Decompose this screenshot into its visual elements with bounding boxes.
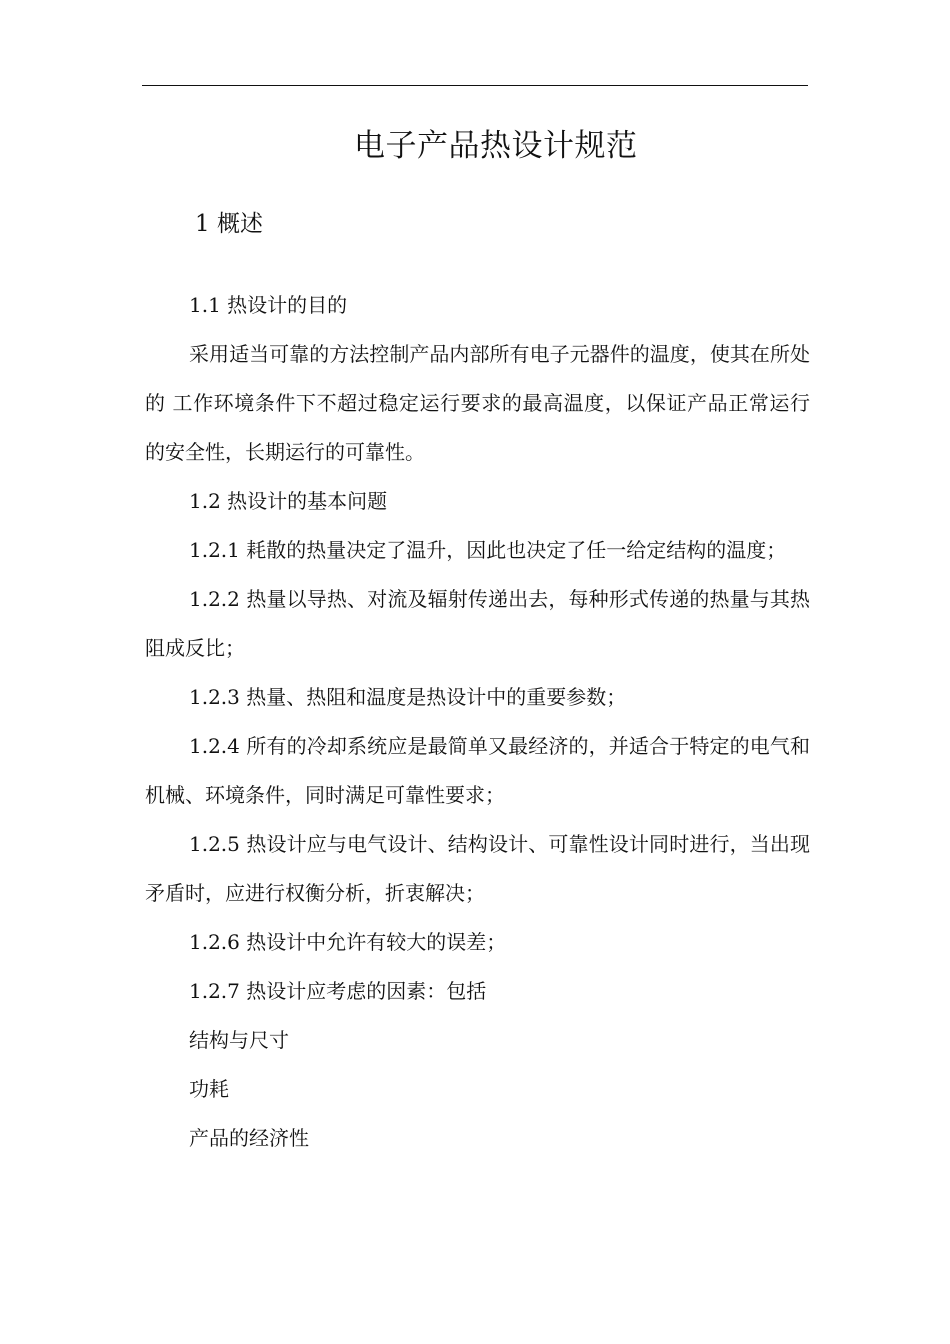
factor-economy: 产品的经济性 xyxy=(189,1126,309,1150)
item-1-2-5: 1.2.5 热设计应与电气设计、结构设计、可靠性设计同时进行，当出现矛盾时，应进行权衡分析，折衷解决； xyxy=(145,832,810,905)
item-1-2-7: 1.2.7 热设计应考虑的因素：包括 xyxy=(189,979,487,1003)
paragraph-purpose: 采用适当可靠的方法控制产品内部所有电子元器件的温度，使其在所处的 工作环境条件下不超过稳定运行要求的最高温度，以保证产品正常运行的安全性，长期运行的可靠性。 xyxy=(145,342,810,464)
factor-power: 功耗 xyxy=(189,1077,229,1101)
factor-structure-size: 结构与尺寸 xyxy=(189,1028,289,1052)
item-1-2-2: 1.2.2 热量以导热、对流及辐射传递出去，每种形式传递的热量与其热阻成反比； xyxy=(145,587,810,660)
subsection-1-1-heading: 1.1 热设计的目的 xyxy=(189,293,348,317)
section-heading-overview: 1 概述 xyxy=(195,211,263,237)
item-1-2-4: 1.2.4 所有的冷却系统应是最简单又最经济的，并适合于特定的电气和机械、环境条件，同时满足可靠性要求； xyxy=(145,734,810,807)
item-1-2-1: 1.2.1 耗散的热量决定了温升，因此也决定了任一给定结构的温度； xyxy=(189,538,787,562)
subsection-1-2-heading: 1.2 热设计的基本问题 xyxy=(189,489,388,513)
document-body xyxy=(145,281,810,1163)
item-1-2-6: 1.2.6 热设计中允许有较大的误差； xyxy=(189,930,507,954)
header-rule xyxy=(142,85,808,86)
item-1-2-3: 1.2.3 热量、热阻和温度是热设计中的重要参数； xyxy=(189,685,627,709)
document-title: 电子产品热设计规范 xyxy=(354,128,638,164)
